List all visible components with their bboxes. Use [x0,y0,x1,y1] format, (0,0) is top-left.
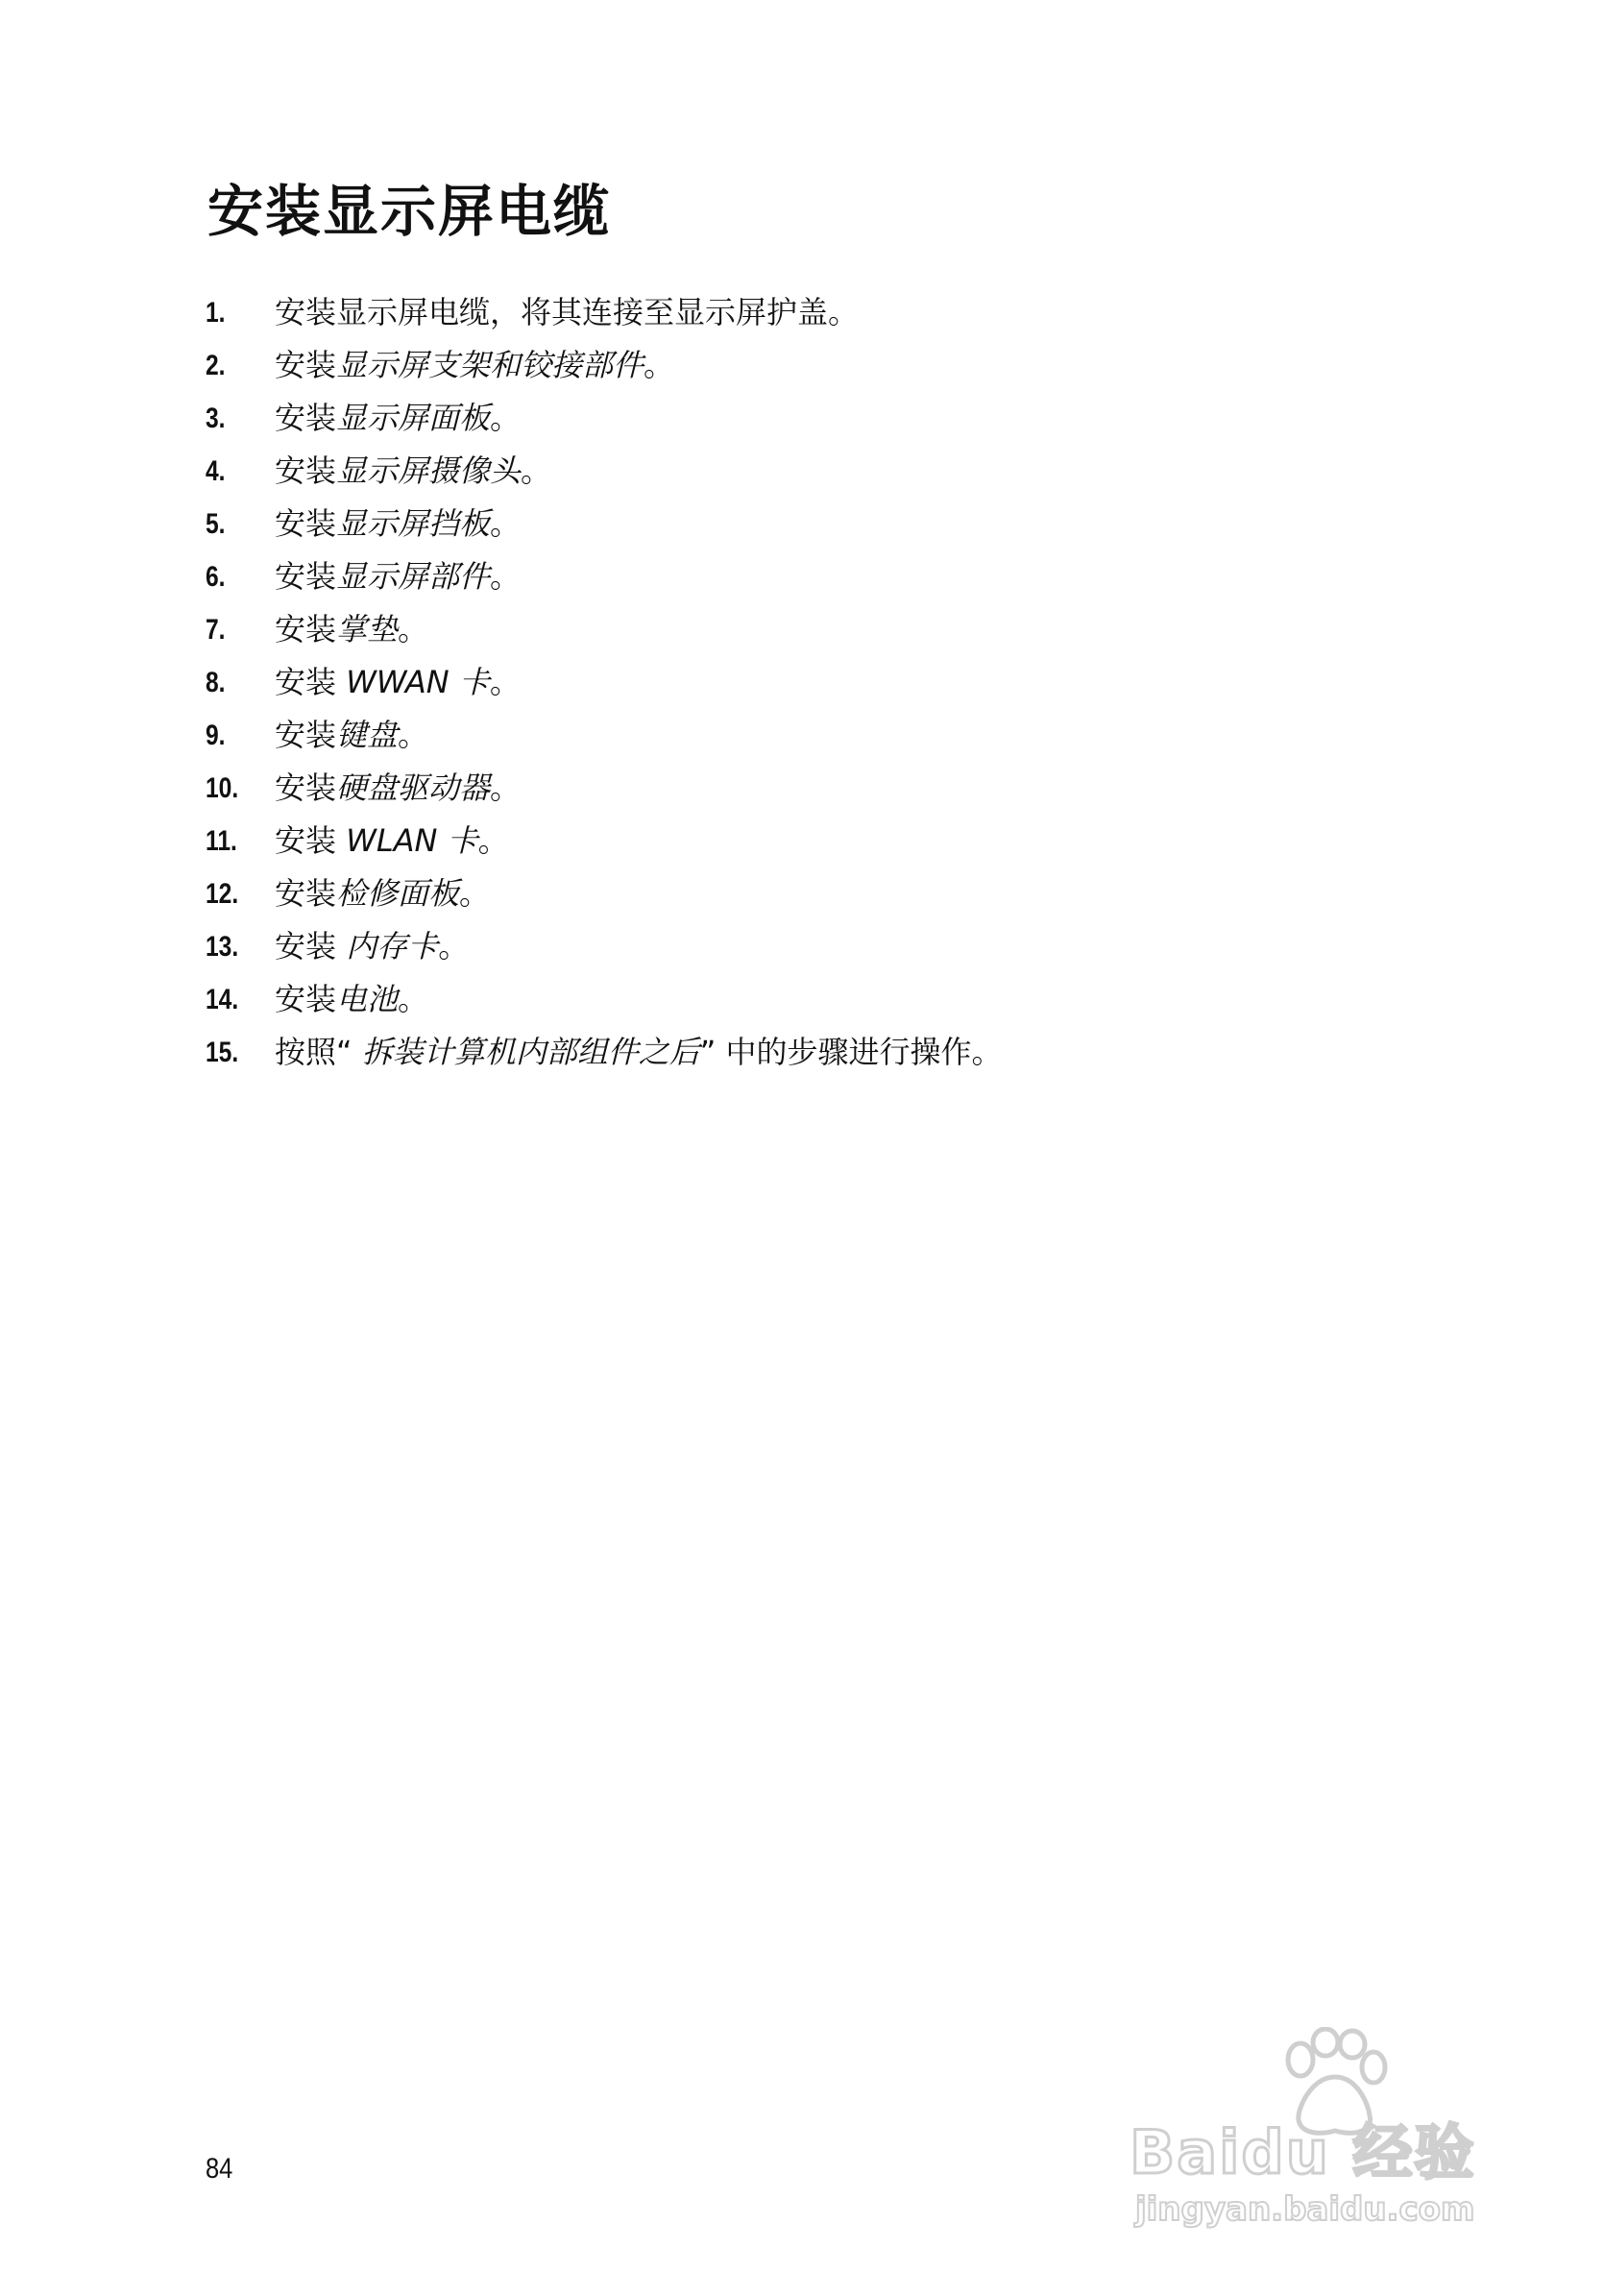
step-text [275,550,521,603]
step-text-segment: 安装 [275,822,347,859]
step-link: WLAN 卡 [346,822,478,859]
step-number: 1. [206,297,226,329]
step-link: 内存卡 [346,928,439,965]
step-text-segment: 安装 [275,717,337,753]
step-number: 3. [206,403,226,434]
step-text [275,603,428,656]
page-title: 安装显示屏电缆 [207,179,612,244]
step-text-segment: 安装 [275,400,337,436]
step-text [275,339,674,392]
step-text-segment: 安装 [275,875,337,912]
step-text-segment: 安装显示屏电缆，将其连接至显示屏护盖。 [275,294,860,330]
step-link: 电池 [336,981,399,1017]
page-number: 84 [206,2153,233,2185]
step-number: 4. [206,455,226,487]
step-link: 检修面板 [336,875,460,912]
step-link: 硬盘驱动器 [336,769,491,806]
step-text-segment: 。 [490,505,522,542]
step-link: 显示屏摄像头 [336,452,522,489]
step-text-segment: 。 [398,611,429,647]
step-text [275,709,428,762]
step-number: 13. [206,931,239,963]
step-text-segment: 。 [644,347,675,383]
step-text [275,392,521,445]
step-text [275,815,509,867]
step-text-segment: 按照“ [275,1034,362,1070]
watermark-url-text: jingyan.baidu.com [1135,2190,1475,2229]
step-text-segment: 。 [521,452,552,489]
step-text [275,867,490,920]
step-text [275,1026,1003,1079]
step-text-segment: 。 [490,769,522,806]
step-text [275,762,521,815]
step-number: 7. [206,614,226,646]
step-number: 6. [206,561,226,593]
step-text-segment: 安装 [275,664,347,700]
step-link: 显示屏部件 [336,558,491,595]
step-text-segment: ” 中的步骤进行操作。 [699,1034,1003,1070]
step-text [275,656,521,709]
step-number: 12. [206,878,239,910]
step-text-segment: 。 [398,981,429,1017]
step-text-segment: 安装 [275,452,337,489]
step-text-segment: 。 [490,558,522,595]
step-number: 8. [206,667,226,698]
step-number: 14. [206,984,239,1015]
step-number: 9. [206,720,226,751]
step-text-segment: 安装 [275,981,337,1017]
step-text [275,286,859,339]
step-number: 11. [206,825,237,857]
step-link: 显示屏支架和铰接部件 [336,347,644,383]
step-text-segment: 。 [459,875,491,912]
step-link: 显示屏挡板 [336,505,491,542]
step-text-segment: 。 [398,717,429,753]
step-text [275,498,521,550]
step-link: WWAN 卡 [346,664,490,700]
step-link: 拆装计算机内部组件之后 [361,1034,700,1070]
step-text-segment: 安装 [275,505,337,542]
step-number: 10. [206,772,239,804]
step-text-segment: 安装 [275,769,337,806]
step-link: 掌垫 [336,611,399,647]
step-text-segment: 安装 [275,558,337,595]
step-text-segment: 。 [477,822,509,859]
step-text [275,920,469,973]
step-text-segment: 。 [490,400,522,436]
step-text-segment: 。 [438,928,470,965]
watermark-logo-text: Baidu 经验 [1130,2117,1476,2187]
step-text-segment: 安装 [275,928,347,965]
step-number: 15. [206,1037,239,1068]
step-text [275,973,428,1026]
step-link: 键盘 [336,717,399,753]
baidu-watermark [1130,2027,1514,2258]
step-text-segment: 。 [489,664,521,700]
step-text-segment: 安装 [275,611,337,647]
step-link: 显示屏面板 [336,400,491,436]
step-number: 5. [206,508,226,540]
step-text-segment: 安装 [275,347,337,383]
step-number: 2. [206,350,226,381]
step-text [275,445,551,498]
